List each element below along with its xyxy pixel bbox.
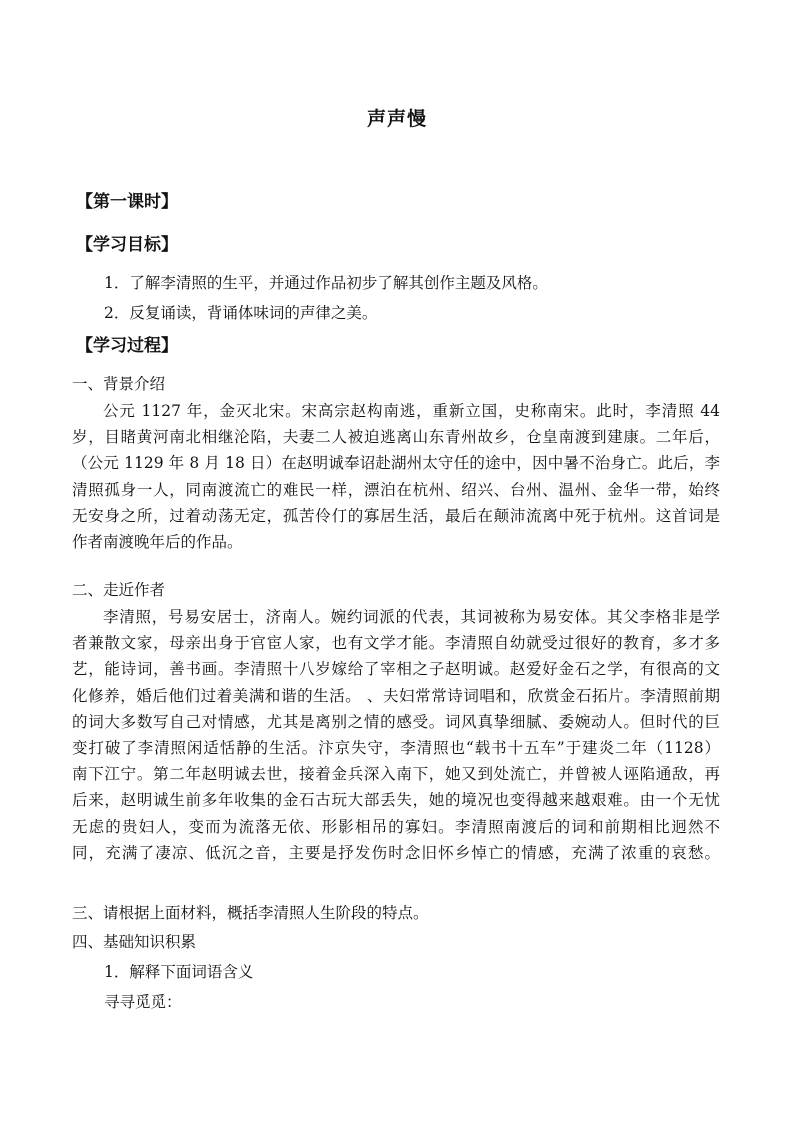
paragraph-line: 同，充满了凄凉、低沉之音，主要是抒发伤时念旧怀乡悼亡的情感，充满了浓重的哀愁。 [72,843,720,862]
paragraph-line: 清照孤身一人，同南渡流亡的难民一样，漂泊在杭州、绍兴、台州、温州、金华一带，始终 [72,480,720,499]
objective-item-1: 1．了解李清照的生平，并通过作品初步了解其创作主题及风格。 [104,274,548,292]
paragraph-line: 李清照，号易安居士，济南人。婉约词派的代表，其词被称为易安体。其父李格非是学 [103,608,720,626]
objective-item-2: 2．反复诵读，背诵体味词的声律之美。 [104,304,378,322]
author-paragraph [72,604,720,866]
paragraph-line: 作者南渡晚年后的作品。 [72,532,243,551]
paragraph-line: 公元 1127 年，金灭北宋。宋高宗赵构南逃，重新立国，史称南宋。此时，李清照 44 [103,402,720,420]
paragraph-line: 艺，能诗词，善书画。李清照十八岁嫁给了宰相之子赵明诚。赵爱好金石之学，有很高的文 [72,660,720,679]
paragraph-line: 无安身之所，过着动荡无定，孤苦伶仃的寡居生活，最后在颠沛流离中死于杭州。这首词是 [72,506,720,525]
paragraph-line: 后来，赵明诚生前多年收集的金石古玩大部丢失，她的境况也变得越来越艰难。由一个无忧 [72,791,720,810]
lesson-heading: 【第一课时】 [76,192,178,212]
paragraph-line: 变打破了李清照闲适恬静的生活。汴京失守，李清照也“载书十五车”于建炎二年（1128） [72,738,720,757]
section-heading-author: 二、走近作者 [72,581,166,599]
background-paragraph [72,398,720,555]
objectives-heading: 【学习目标】 [76,235,178,255]
paragraph-line: 南下江宁。第二年赵明诚去世，接着金兵深入南下，她又到处流亡，并曾被人诬陷通敌，再 [72,765,720,784]
page-title: 声声慢 [366,108,427,130]
paragraph-line: 岁，目睹黄河南北相继沦陷，夫妻二人被迫逃离山东青州故乡，仓皇南渡到建康。二年后， [72,428,720,447]
paragraph-line: 者兼散文家，母亲出身于官宦人家，也有文学才能。李清照自幼就受过很好的教育，多才多 [72,634,720,653]
paragraph-line: 的词大多数写自己对情感，尤其是离别之情的感受。词风真挚细腻、委婉动人。但时代的巨 [72,712,720,731]
term-xunxunmimi: 寻寻觅觅： [104,993,182,1011]
process-heading: 【学习过程】 [76,336,178,356]
section-heading-knowledge: 四、基础知识积累 [72,933,197,951]
section-heading-summary: 三、请根据上面材料，概括李清照人生阶段的特点。 [72,904,429,922]
paragraph-line: 化修养，婚后他们过着美满和谐的生活。 、夫妇常常诗词唱和，欣赏金石拓片。李清照前期 [72,686,720,705]
paragraph-line: （公元 1129 年 8 月 18 日）在赵明诚奉诏赴湖州太守任的途中，因中暑不治身亡。此后，李 [72,454,720,473]
paragraph-line: 无虑的贵妇人，变而为流落无依、形影相吊的寡妇。李清照南渡后的词和前期相比迥然不 [72,817,720,836]
section-heading-background: 一、背景介绍 [72,375,166,393]
knowledge-item-1: 1．解释下面词语含义 [104,963,254,981]
